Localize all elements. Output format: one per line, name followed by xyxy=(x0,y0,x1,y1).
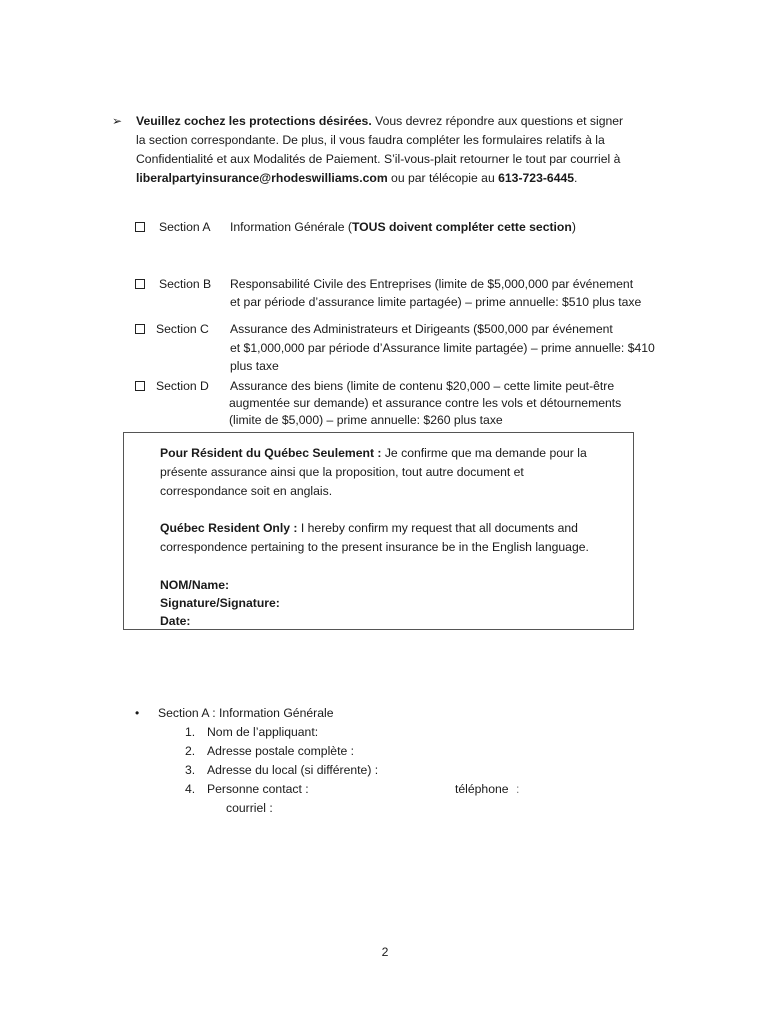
arrow-bullet-icon: ➢ xyxy=(112,114,123,128)
page-number: 2 xyxy=(381,945,389,959)
list-item-number: 1. xyxy=(185,725,196,739)
section-d-line1: Assurance des biens (limite de contenu $20,000 – cette limite peut-être xyxy=(230,379,615,393)
intro-paragraph xyxy=(136,112,676,188)
intro-heading: Veuillez cochez les protections désirées. xyxy=(136,114,372,128)
applicant-name-label: Nom de l’appliquant: xyxy=(207,725,319,739)
intro-line2: la section correspondante. De plus, il vous faudra compléter les formulaires relatifs à la xyxy=(136,133,605,147)
list-item-number: 2. xyxy=(185,744,196,758)
quebec-fr-line3: correspondance soit en anglais. xyxy=(160,484,333,498)
list-bullet-icon: • xyxy=(135,706,140,720)
postal-address-label: Adresse postale complète : xyxy=(207,744,355,758)
section-c-line1: Assurance des Administrateurs et Dirigeants ($500,000 par événement xyxy=(230,322,613,336)
fax-number: 613-723-6445 xyxy=(498,171,575,185)
email-label: courriel : xyxy=(226,801,273,815)
section-b-line1: Responsabilité Civile des Entreprises (limite de $5,000,000 par événement xyxy=(230,277,634,291)
list-item-number: 4. xyxy=(185,782,196,796)
date-field-label: Date: xyxy=(160,614,191,628)
section-d-line3: (limite de $5,000) – prime annuelle: $260 plus taxe xyxy=(229,413,503,427)
section-d-line2: augmentée sur demande) et assurance contre les vols et détournements xyxy=(229,396,622,410)
section-a-desc-bold: TOUS doivent compléter cette section xyxy=(351,220,572,234)
section-b-line2: et par période d’assurance limite partagée) – prime annuelle: $510 plus taxe xyxy=(230,295,642,309)
quebec-fr-line1 xyxy=(160,444,587,463)
quebec-fr-heading: Pour Résident du Québec Seulement : xyxy=(160,446,382,460)
section-a-description xyxy=(230,218,576,236)
section-a-heading: Section A : Information Générale xyxy=(158,706,334,720)
section-d-checkbox[interactable] xyxy=(135,381,145,391)
quebec-en-rest: I hereby confirm my request that all documents and xyxy=(297,521,578,535)
contact-email: liberalpartyinsurance@rhodeswilliams.com xyxy=(136,171,388,185)
telephone-colon: : xyxy=(516,782,520,796)
section-a-label: Section A xyxy=(159,220,211,234)
quebec-fr-line2: présente assurance ainsi que la proposition, tout autre document et xyxy=(160,465,524,479)
telephone-label: téléphone xyxy=(455,782,509,796)
premises-address-label: Adresse du local (si différente) : xyxy=(207,763,379,777)
section-c-line2: et $1,000,000 par période d’Assurance limite partagée) – prime annuelle: $410 xyxy=(230,341,655,355)
intro-line3: Confidentialité et aux Modalités de Paiement. S’il-vous-plait retourner le tout par courriel à xyxy=(136,152,621,166)
contact-person-label: Personne contact : xyxy=(207,782,309,796)
section-b-checkbox[interactable] xyxy=(135,279,145,289)
list-item-number: 3. xyxy=(185,763,196,777)
quebec-fr-rest: Je confirme que ma demande pour la xyxy=(381,446,587,460)
intro-period: . xyxy=(574,171,578,185)
section-b-label: Section B xyxy=(159,277,212,291)
quebec-resident-box xyxy=(123,432,634,630)
section-a-checkbox[interactable] xyxy=(135,222,145,232)
section-c-label: Section C xyxy=(156,322,209,336)
signature-field-label: Signature/Signature: xyxy=(160,596,280,610)
section-a-desc-pre: Information Générale ( xyxy=(230,220,352,234)
section-d-label: Section D xyxy=(156,379,209,393)
quebec-en-line1 xyxy=(160,519,578,538)
name-field-label: NOM/Name: xyxy=(160,578,230,592)
intro-line1: Vous devrez répondre aux questions et signer xyxy=(371,114,624,128)
section-c-line3: plus taxe xyxy=(230,359,279,373)
quebec-en-heading: Québec Resident Only : xyxy=(160,521,298,535)
section-c-checkbox[interactable] xyxy=(135,324,145,334)
quebec-en-line2: correspondence pertaining to the present insurance be in the English language. xyxy=(160,540,589,554)
intro-line4: ou par télécopie au xyxy=(387,171,499,185)
section-a-desc-post: ) xyxy=(571,220,576,234)
